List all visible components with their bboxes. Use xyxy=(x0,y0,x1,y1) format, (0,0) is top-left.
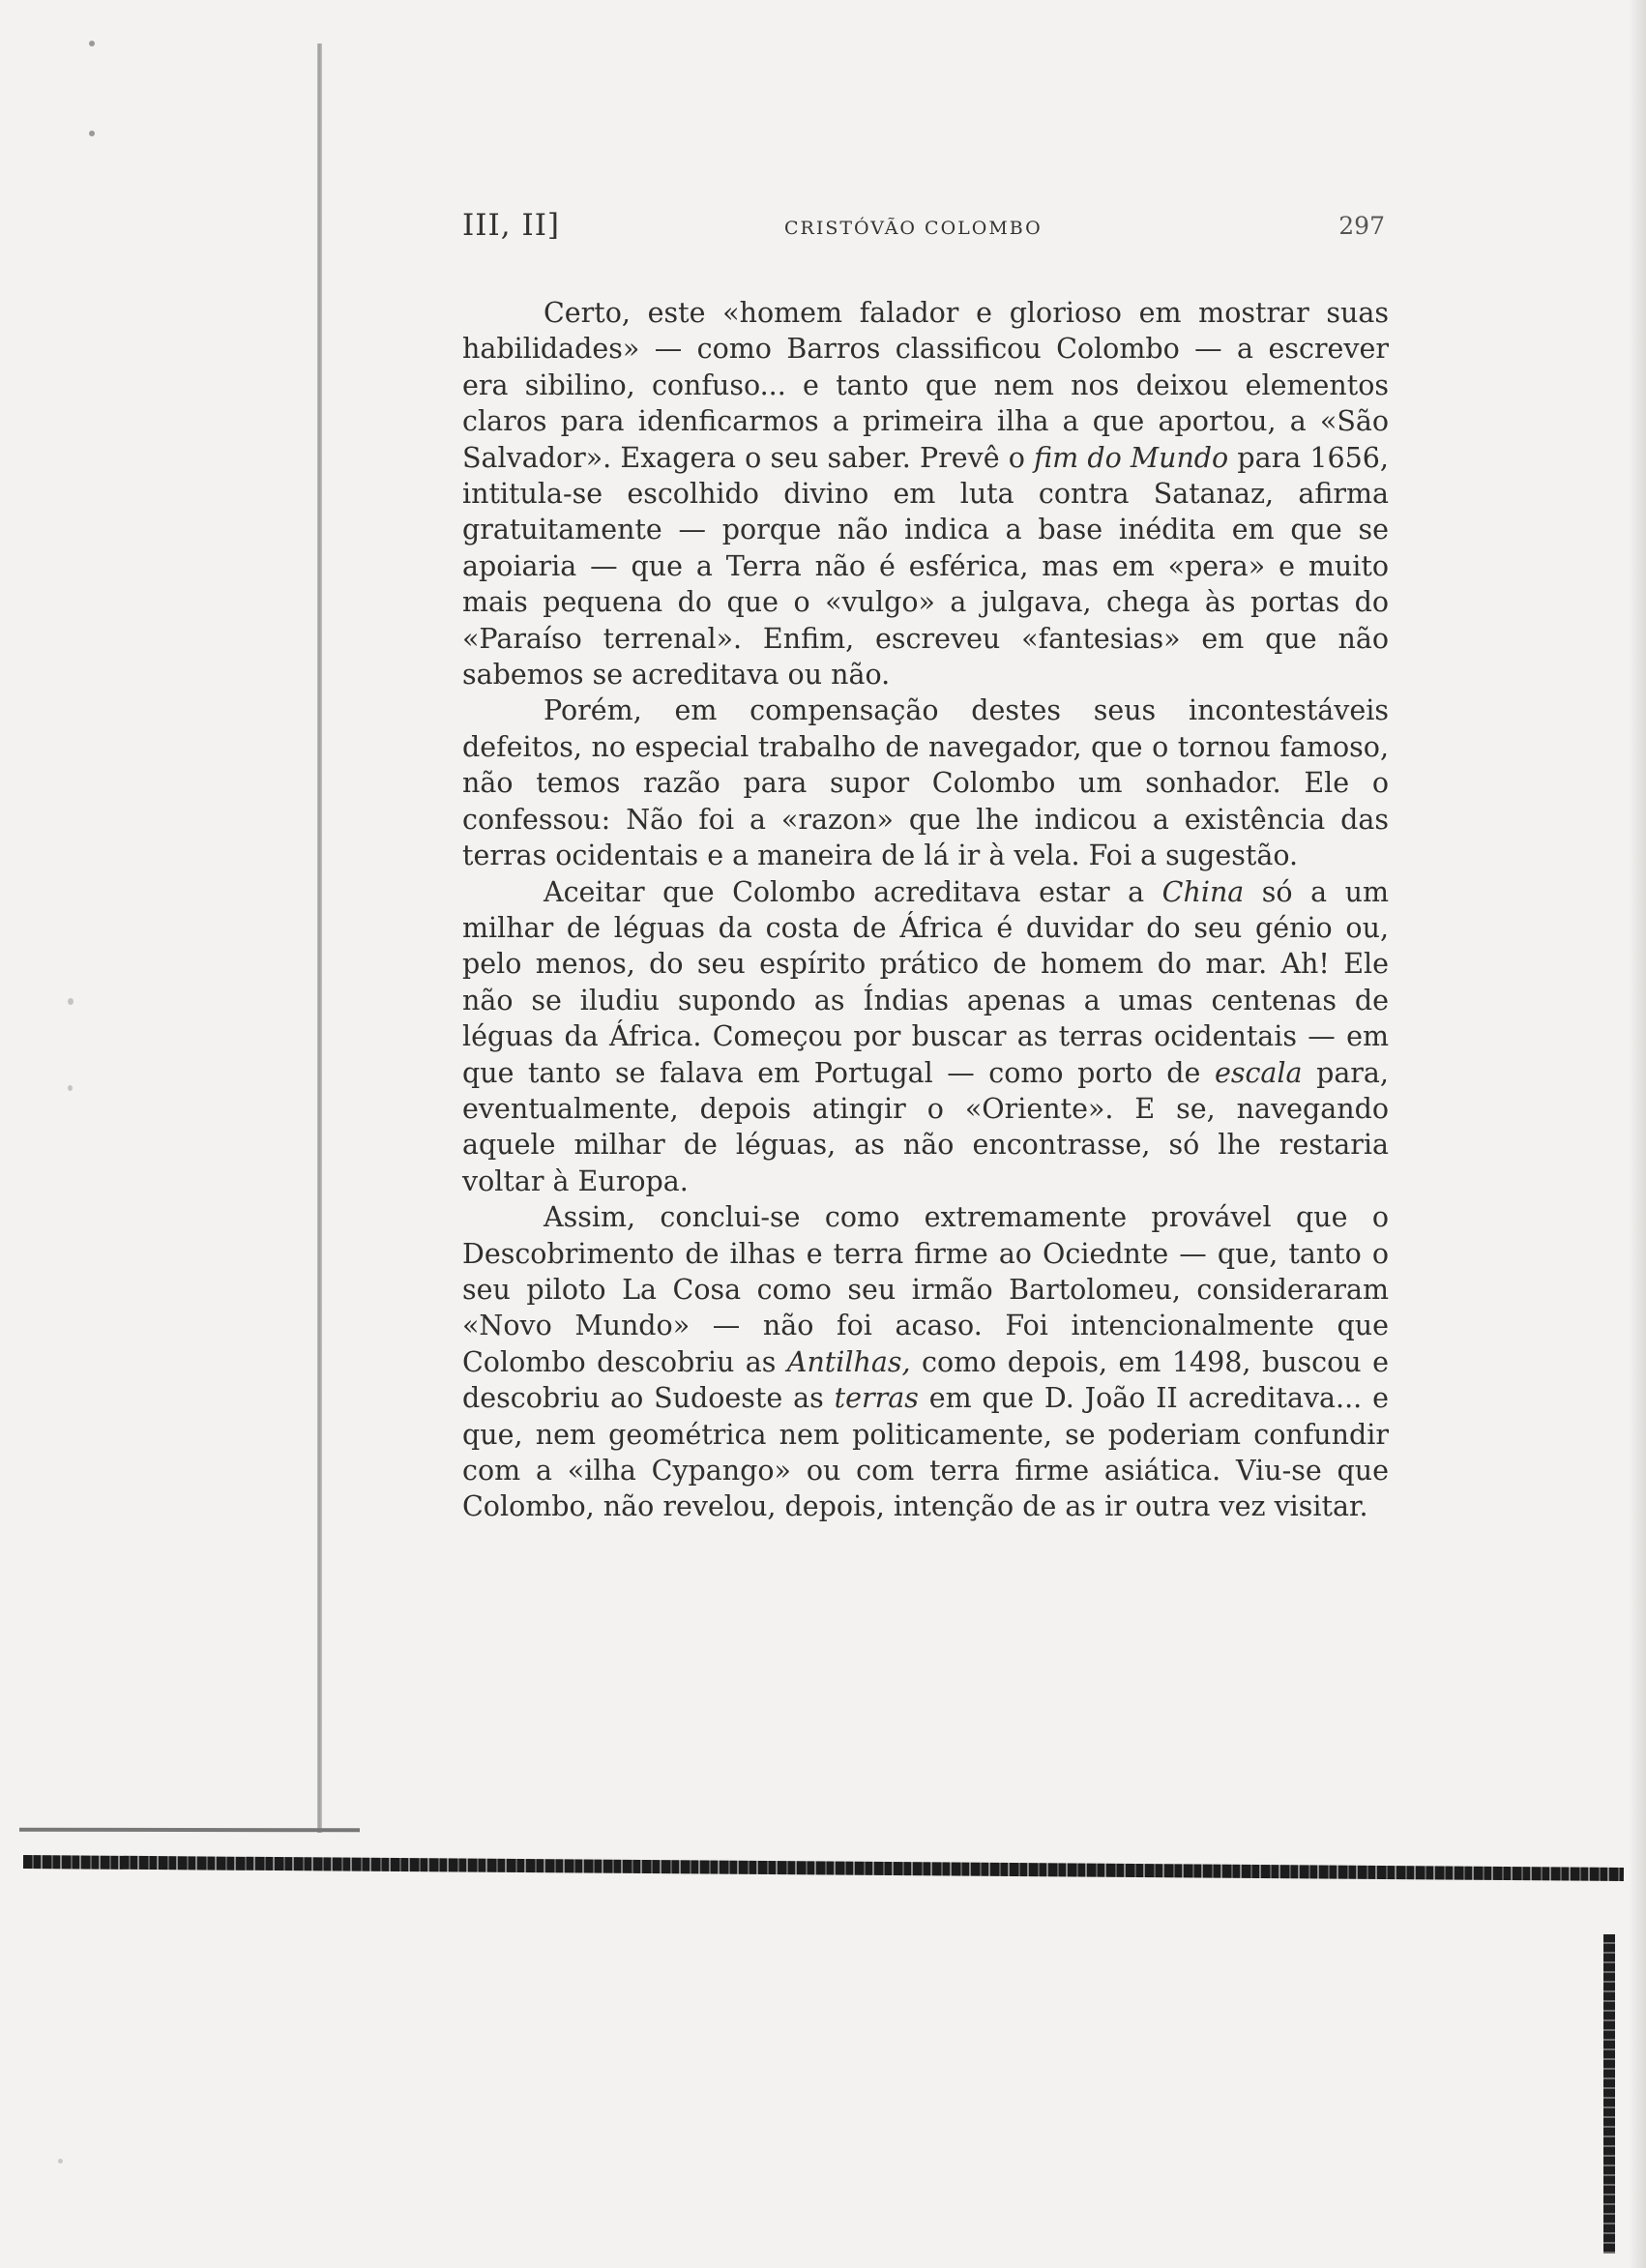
text-run: como depois, em 1498, buscou e descobriu ao Sudoeste as xyxy=(462,1345,1389,1415)
page-number: 297 xyxy=(1338,212,1385,240)
running-header xyxy=(462,208,1389,247)
text-run: em que D. João II acreditava... e que, nem geométrica nem politicamente, se poderiam confundir com a «ilha Cypango» ou com terra firme asiática. Viu-se que Colombo, não revelou, depois, intenção de as ir outra vez visitar. xyxy=(462,1382,1389,1523)
text-run: Porém, em compensação destes seus incontestáveis defeitos, no especial trabalho de navegador, que o tornou famoso, não temos razão para supor Colombo um sonhador. Ele o confessou: Não foi a «razon» que lhe indicou a existência das terras ocidentais e a maneira de lá ir à vela. Foi a sugestão. xyxy=(462,694,1389,872)
italic-text: China xyxy=(1161,875,1245,908)
book-page xyxy=(462,208,1389,1525)
scan-speck xyxy=(68,1085,73,1091)
section-reference: III, II] xyxy=(462,208,561,243)
text-run: Certo, este «homem falador e glorioso em mostrar suas habilidades» — como Barros classificou Colombo — a escrever era sibilino, confuso... e tanto que nem nos deixou elementos claros para idenficarmos a primeira ilha a que aportou, a «São Salvador». Exagera o seu saber. Prevê o xyxy=(462,297,1389,474)
scan-right-edge-line xyxy=(1603,1934,1615,2253)
body-text xyxy=(462,295,1389,1525)
scan-speck xyxy=(58,2159,63,2164)
italic-text: Antilhas, xyxy=(786,1345,911,1378)
paragraph xyxy=(462,295,1389,692)
text-run: só a um milhar de léguas da costa de África é duvidar do seu génio ou, pelo menos, do seu espírito prático de homem do mar. Ah! Ele não se iludiu supondo as Índias apenas a umas centenas de léguas da África. Começou por buscar as terras ocidentais — em que tanto se falava em Portugal — como porto de xyxy=(462,875,1389,1089)
text-run: para, eventualmente, depois atingir o «Oriente». E se, navegando aquele milhar de léguas, as não encontrasse, só lhe restaria voltar à Europa. xyxy=(462,1056,1389,1197)
italic-text: fim do Mundo xyxy=(1034,441,1229,474)
italic-text: terras xyxy=(834,1382,919,1415)
running-title: CRISTÓVÃO COLOMBO xyxy=(784,218,1043,239)
scan-speck xyxy=(89,41,95,46)
scan-corner-line xyxy=(19,1828,360,1833)
scan-speck xyxy=(68,998,73,1005)
text-run: para 1656, intitula-se escolhido divino em luta contra Satanaz, afirma gratuitamente — porque não indica a base inédita em que se apoiaria — que a Terra não é esférica, mas em «pera» e muito mais pequena do que o «vulgo» a julgava, chega às portas do «Paraíso terrenal». Enfim, escreveu «fantesias» em que não sabemos se acreditava ou não. xyxy=(462,441,1389,692)
text-run: Aceitar que Colombo acreditava estar a xyxy=(544,875,1162,908)
scan-edge-shadow xyxy=(1629,0,1646,2268)
paragraph xyxy=(462,1199,1389,1525)
scan-bottom-band xyxy=(23,1855,1624,1881)
text-run: Assim, conclui-se como extremamente provável que o Descobrimento de ilhas e terra firme ao Ociednte — que, tanto o seu piloto La Cosa como seu irmão Bartolomeu, consideraram «Novo Mundo» — não foi acaso. Foi intencionalmente que Colombo descobriu as xyxy=(462,1201,1389,1378)
italic-text: escala xyxy=(1214,1056,1303,1089)
paragraph xyxy=(462,874,1389,1200)
paragraph xyxy=(462,692,1389,873)
scan-speck xyxy=(89,131,95,136)
scan-margin-line xyxy=(317,44,322,1833)
